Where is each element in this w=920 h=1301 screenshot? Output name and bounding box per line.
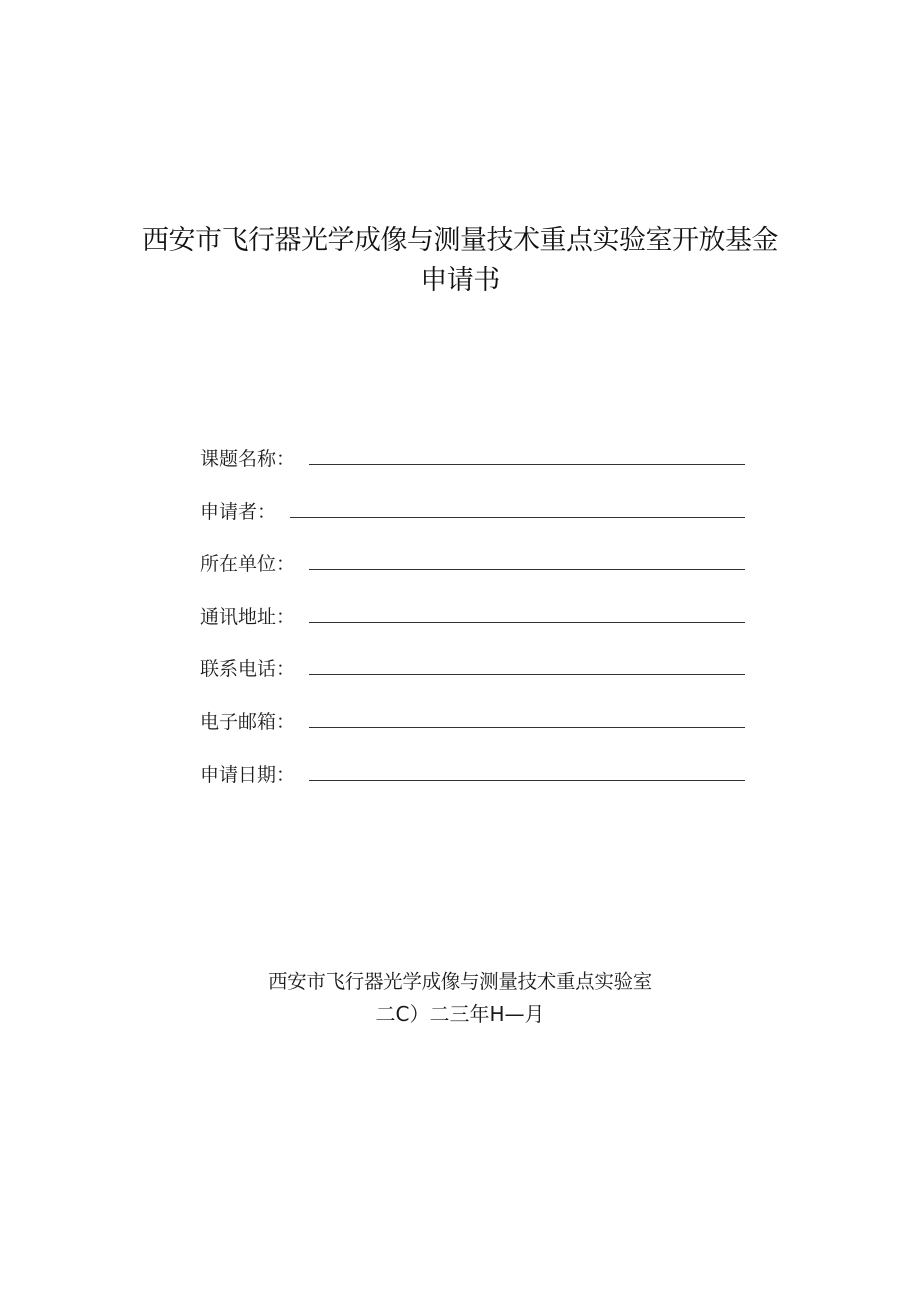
document-title-line-1: 西安市飞行器光学成像与测量技术重点实验室开放基金 [142,225,778,256]
field-blank-phone[interactable] [309,655,745,675]
field-blank-project-name[interactable] [309,445,745,465]
application-info-form [200,445,745,813]
field-label-application-date: 申请日期： [200,763,296,786]
field-row-phone [200,655,745,708]
field-blank-address[interactable] [309,603,745,623]
field-blank-email[interactable] [309,708,745,728]
field-row-email [200,708,745,761]
field-blank-organization[interactable] [309,550,745,570]
field-label-organization: 所在单位： [200,553,296,576]
field-row-applicant [200,498,745,551]
footer-organization: 西安市飞行器光学成像与测量技术重点实验室 [267,970,652,993]
field-row-project-name [200,445,745,498]
field-row-address [200,603,745,656]
field-label-applicant: 申请者： [200,500,277,523]
field-blank-application-date[interactable] [309,761,745,781]
field-row-application-date [200,761,745,814]
field-label-email: 电子邮箱： [200,710,296,733]
field-label-address: 通讯地址： [200,605,296,628]
document-title-line-2: 申请书 [420,265,500,296]
footer-date: 二C）二三年H—月 [375,1002,545,1026]
field-label-phone: 联系电话： [200,658,296,681]
field-label-project-name: 课题名称： [200,448,296,470]
field-blank-applicant[interactable] [290,498,745,518]
field-row-organization [200,550,745,603]
